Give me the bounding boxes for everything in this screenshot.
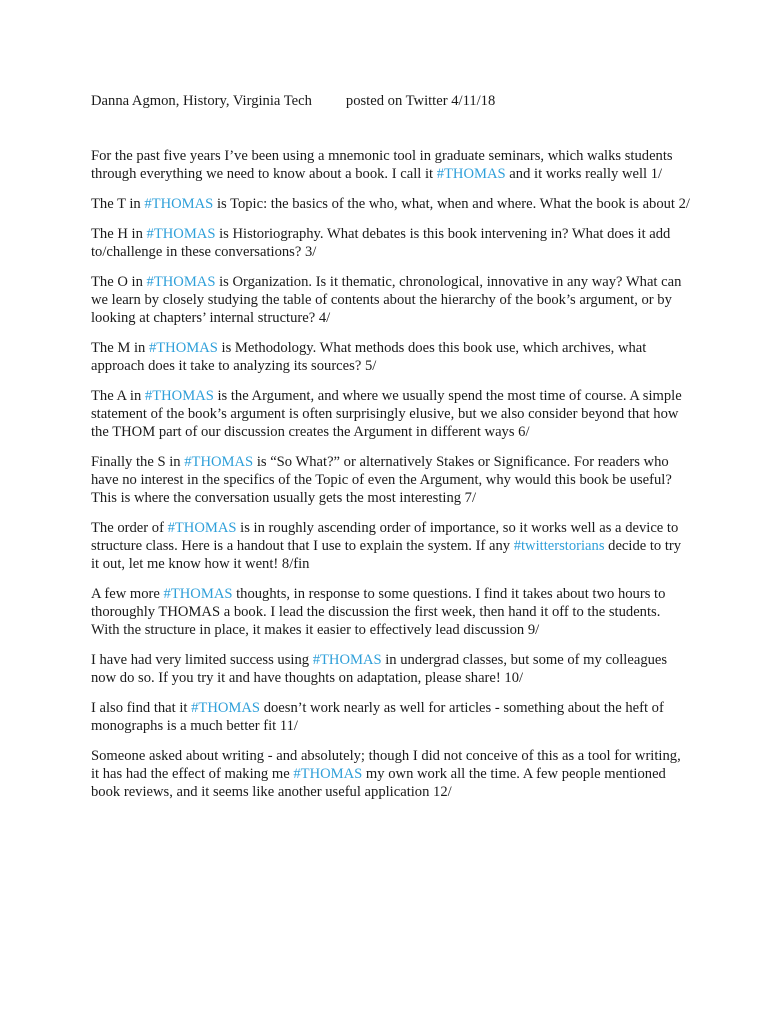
- paragraph-text: and it works really well 1/: [505, 166, 663, 182]
- hashtag-link[interactable]: #THOMAS: [312, 652, 382, 668]
- paragraph-text: The order of: [91, 520, 168, 536]
- hashtag-link[interactable]: #twitterstorians: [513, 538, 605, 554]
- document-header: [91, 92, 691, 111]
- paragraph-text: thoughts, in response to some questions. I find it takes about two hours to thoroughly THOMAS a book. I lead the discussion the first week, then hand it off to the students. With the structure in place, it makes it easier to effectively lead discussion 9/: [91, 586, 666, 638]
- hashtag-link[interactable]: #THOMAS: [148, 340, 218, 356]
- tweet-paragraph: [91, 453, 691, 507]
- paragraph-text: doesn’t work nearly as well for articles - something about the heft of monographs is a much better fit 11/: [91, 700, 664, 734]
- document-body: [91, 147, 691, 801]
- tweet-paragraph: [91, 519, 691, 573]
- paragraph-text: The H in: [91, 226, 147, 242]
- paragraph-text: I have had very limited success using: [91, 652, 313, 668]
- paragraph-text: is Historiography. What debates is this book intervening in? What does it add to/challenge in these conversations? 3/: [91, 226, 671, 260]
- paragraph-text: Finally the S in: [91, 454, 185, 470]
- hashtag-link[interactable]: #THOMAS: [184, 454, 254, 470]
- hashtag-link[interactable]: #THOMAS: [293, 766, 363, 782]
- paragraph-text: The A in: [91, 388, 145, 404]
- tweet-paragraph: [91, 273, 691, 327]
- paragraph-text: Someone asked about writing - and absolutely; though I did not conceive of this as a tool for writing, it has had the effect of making me: [91, 748, 681, 782]
- posted-date: posted on Twitter 4/11/18: [345, 93, 496, 109]
- tweet-paragraph: [91, 147, 691, 183]
- hashtag-link[interactable]: #THOMAS: [163, 586, 233, 602]
- paragraph-text: my own work all the time. A few people mentioned book reviews, and it seems like another useful application 12/: [91, 766, 666, 800]
- paragraph-text: is Methodology. What methods does this book use, which archives, what approach does it take to analyzing its sources? 5/: [91, 340, 647, 374]
- paragraph-text: I also find that it: [91, 700, 192, 716]
- paragraph-text: The M in: [91, 340, 149, 356]
- document-page: [91, 92, 691, 813]
- hashtag-link[interactable]: #THOMAS: [436, 166, 506, 182]
- author-line: Danna Agmon, History, Virginia Tech: [91, 93, 312, 109]
- hashtag-link[interactable]: #THOMAS: [144, 196, 214, 212]
- paragraph-text: in undergrad classes, but some of my colleagues now do so. If you try it and have thoughts on adaptation, please share! 10/: [91, 652, 668, 686]
- tweet-paragraph: [91, 195, 691, 213]
- paragraph-text: decide to try it out, let me know how it went! 8/fin: [91, 538, 682, 572]
- paragraph-text: For the past five years I’ve been using a mnemonic tool in graduate seminars, which walks students through everything we need to know about a book. I call it: [91, 148, 673, 182]
- hashtag-link[interactable]: #THOMAS: [167, 520, 237, 536]
- paragraph-text: is the Argument, and where we usually spend the most time of course. A simple statement of the book’s argument is often surprisingly elusive, but we also consider beyond that how the THOM part of our discussion creates the Argument in different ways 6/: [91, 388, 682, 440]
- paragraph-text: The O in: [91, 274, 147, 290]
- paragraph-text: is in roughly ascending order of importance, so it works well as a device to structure class. Here is a handout that I use to explain the system. If any: [91, 520, 679, 554]
- tweet-paragraph: [91, 651, 691, 687]
- paragraph-text: A few more: [91, 586, 164, 602]
- paragraph-text: is “So What?” or alternatively Stakes or Significance. For readers who have no interest in the specifics of the Topic of even the Argument, why would this book be useful? This is where the conversation usually gets the most interesting 7/: [91, 454, 672, 506]
- tweet-paragraph: [91, 225, 691, 261]
- paragraph-text: is Topic: the basics of the who, what, when and where. What the book is about 2/: [213, 196, 690, 212]
- hashtag-link[interactable]: #THOMAS: [146, 226, 216, 242]
- tweet-paragraph: [91, 699, 691, 735]
- paragraph-text: is Organization. Is it thematic, chronological, innovative in any way? What can we learn by closely studying the table of contents about the hierarchy of the book’s argument, or by looking at chapters’ internal structure? 4/: [91, 274, 682, 326]
- tweet-paragraph: [91, 387, 691, 441]
- tweet-paragraph: [91, 747, 691, 801]
- hashtag-link[interactable]: #THOMAS: [146, 274, 216, 290]
- hashtag-link[interactable]: #THOMAS: [144, 388, 214, 404]
- hashtag-link[interactable]: #THOMAS: [191, 700, 261, 716]
- tweet-paragraph: [91, 339, 691, 375]
- paragraph-text: The T in: [91, 196, 145, 212]
- tweet-paragraph: [91, 585, 691, 639]
